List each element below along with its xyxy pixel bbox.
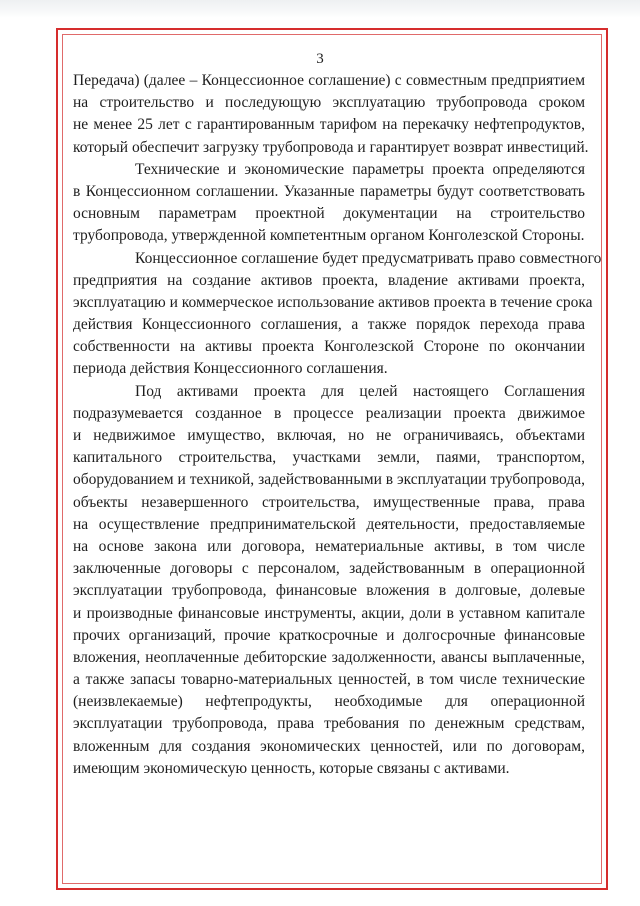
page-number: 3: [316, 51, 324, 67]
text-line: на строительство и последующую эксплуатацию трубопровода сроком: [73, 94, 585, 112]
text-line: вложения, неоплаченные дебиторские задолженности, авансы выплаченные,: [73, 648, 585, 666]
text-line: действия Концессионного соглашения, а также порядок перехода права: [73, 316, 585, 334]
text-line: а также запасы товарно-материальных ценностей, в том числе технические: [73, 671, 585, 689]
text-line: оборудованием и техникой, задействованными в эксплуатации трубопровода,: [73, 471, 585, 489]
text-line: основным параметрам проектной документации на строительство: [73, 205, 585, 223]
text-line: эксплуатацию и коммерческое использование активов проекта в течение срока: [73, 293, 593, 311]
text-line: капитального строительства, участками земли, паями, транспортом,: [73, 449, 585, 467]
text-line: подразумевается созданное в процессе реализации проекта движимое: [73, 404, 585, 422]
text-line: объекты незавершенного строительства, имущественные права, права: [73, 493, 585, 511]
text-line: трубопровода, утвержденной компетентным органом Конголезской Стороны.: [73, 227, 585, 245]
text-line: и недвижимое имущество, включая, но не ограничиваясь, объектами: [73, 427, 585, 444]
scan-edge: [0, 0, 640, 18]
text-line: периода действия Концессионного соглашения.: [73, 360, 388, 378]
paragraph: [73, 381, 585, 780]
text-line: Концессионное соглашение будет предусматривать право совместного: [135, 249, 602, 267]
text-line: Передача) (далее – Концессионное соглашение) с совместным предприятием: [73, 72, 585, 89]
text-line: на осуществление предпринимательской деятельности, предоставляемые: [73, 515, 585, 533]
text-line: вложенным для создания экономических ценностей, или по договорам,: [73, 737, 585, 755]
text-line: прочих организаций, прочие краткосрочные и долгосрочные финансовые: [73, 626, 585, 644]
text-line: Технические и экономические параметры проекта определяются: [135, 160, 585, 178]
text-line: имеющим экономическую ценность, которые связаны с активами.: [73, 759, 510, 777]
paragraph: [73, 70, 589, 159]
text-line: заключенные договоры с персоналом, задействованным в операционной: [73, 560, 585, 578]
text-line: эксплуатации трубопровода, финансовые вложения в долговые, долевые: [73, 582, 585, 600]
text-line: (неизвлекаемые) нефтепродукты, необходимые для операционной: [73, 693, 585, 711]
text-line: собственности на активы проекта Конголезской Стороне по окончании: [73, 338, 585, 356]
paragraph: [73, 159, 585, 248]
text-line: который обеспечит загрузку трубопровода и гарантирует возврат инвестиций.: [73, 138, 589, 156]
text-line: эксплуатации трубопровода, права требования по денежным средствам,: [73, 715, 585, 733]
document-body: [73, 70, 602, 780]
text-line: в Концессионном соглашении. Указанные параметры будут соответствовать: [73, 182, 585, 200]
paragraph: [73, 248, 602, 381]
text-line: не менее 25 лет с гарантированным тарифом на перекачку нефтепродуктов,: [73, 116, 585, 134]
text-line: на основе закона или договора, нематериальные активы, в том числе: [73, 537, 585, 555]
text-line: предприятия на создание активов проекта, владение активами проекта,: [73, 271, 585, 289]
text-line: Под активами проекта для целей настоящего Соглашения: [135, 382, 585, 400]
text-line: и производные финансовые инструменты, акции, доли в уставном капитале: [73, 604, 585, 622]
